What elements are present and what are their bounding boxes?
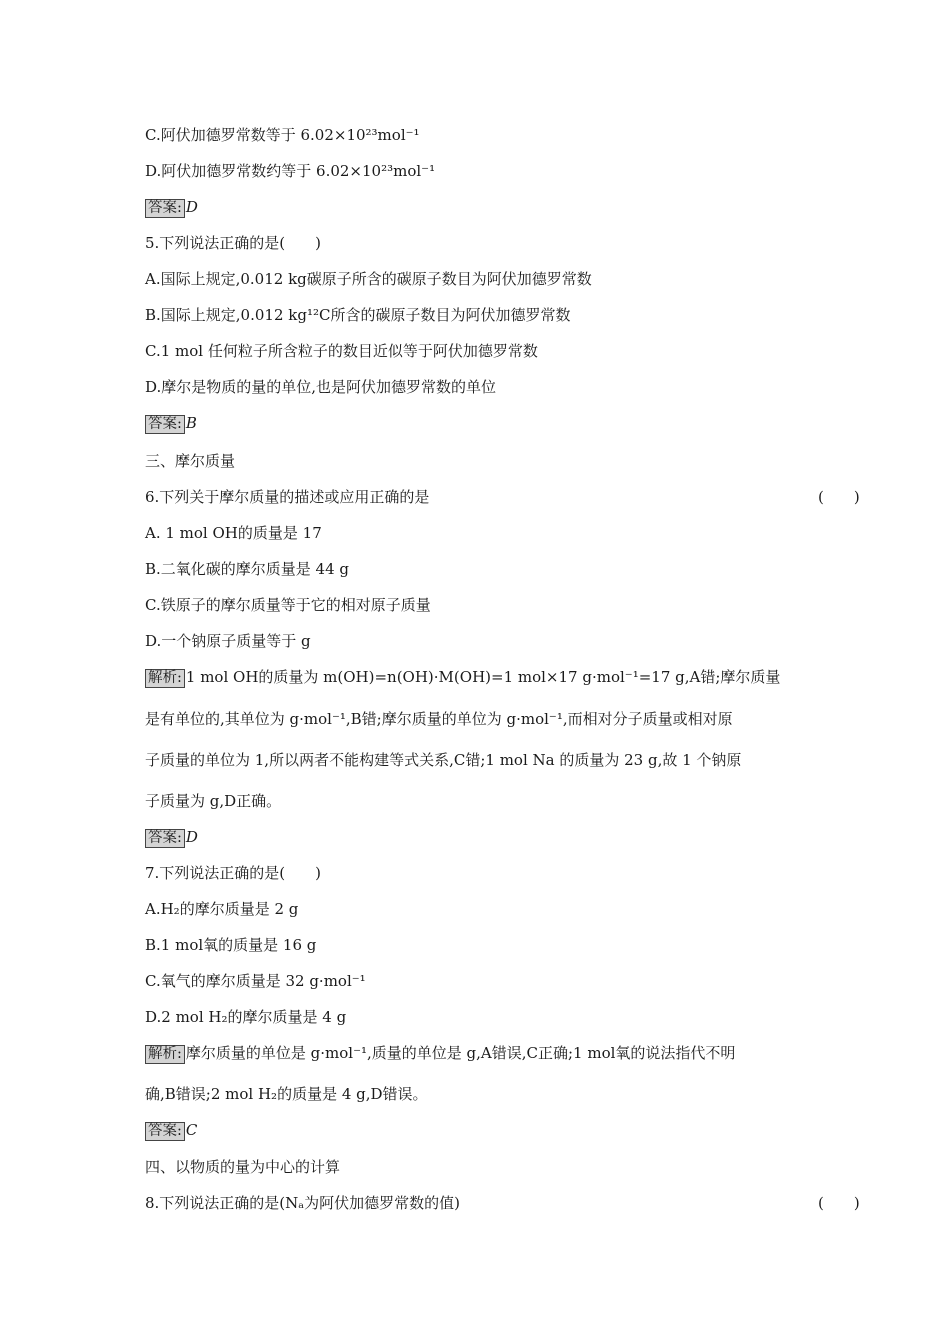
line-c-5: C.1 mol 任何粒子所含粒子的数目近似等于阿伏加德罗常数: [145, 342, 538, 360]
analysis-row-6a: [145, 667, 780, 688]
answer-value: D: [185, 198, 198, 216]
line-d-4: D.阿伏加德罗常数约等于 6.02×10²³mol⁻¹: [145, 162, 436, 180]
analysis-tag: 解析:: [145, 1045, 185, 1064]
line-b-5: B.国际上规定,0.012 kg¹²C所含的碳原子数目为阿伏加德罗常数: [145, 306, 571, 324]
line-d-5: D.摩尔是物质的量的单位,也是阿伏加德罗常数的单位: [145, 378, 497, 396]
answer-tag: 答案:: [145, 1122, 185, 1141]
answer-tag: 答案:: [145, 829, 185, 848]
section-heading-3: 三、摩尔质量: [145, 452, 236, 470]
line-b-7: B.1 mol氧的质量是 16 g: [145, 936, 317, 954]
answer-tag: 答案:: [145, 415, 185, 434]
answer-tag: 答案:: [145, 199, 185, 218]
answer-row-5: [145, 413, 197, 434]
analysis-row-7b: 确,B错误;2 mol H₂的质量是 4 g,D错误。: [145, 1085, 428, 1103]
question-8-paren: ( ): [818, 1194, 860, 1212]
question-6: 6.下列关于摩尔质量的描述或应用正确的是: [145, 488, 430, 506]
analysis-row-6c: 子质量的单位为 1,所以两者不能构建等式关系,C错;1 mol Na 的质量为 23 g,故 1 个钠原: [145, 751, 742, 769]
answer-value: D: [185, 828, 198, 846]
question-6-paren: ( ): [818, 488, 860, 506]
analysis-row-6b: 是有单位的,其单位为 g·mol⁻¹,B错;摩尔质量的单位为 g·mol⁻¹,而相对分子质量或相对原: [145, 710, 733, 728]
analysis-text: 摩尔质量的单位是 g·mol⁻¹,质量的单位是 g,A错误,C正确;1 mol氧的说法指代不明: [185, 1044, 736, 1062]
question-7: 7.下列说法正确的是( ): [145, 864, 322, 882]
line-b-6: B.二氧化碳的摩尔质量是 44 g: [145, 560, 350, 578]
line-d-7: D.2 mol H₂的摩尔质量是 4 g: [145, 1008, 347, 1026]
analysis-row-7a: [145, 1043, 735, 1064]
line-a-5: A.国际上规定,0.012 kg碳原子所含的碳原子数目为阿伏加德罗常数: [145, 270, 592, 288]
answer-value: B: [185, 414, 197, 432]
question-8: 8.下列说法正确的是(Nₐ为阿伏加德罗常数的值): [145, 1194, 460, 1212]
answer-row-4: [145, 197, 198, 218]
question-5: 5.下列说法正确的是( ): [145, 234, 322, 252]
answer-row-6: [145, 827, 198, 848]
line-d-6: D.一个钠原子质量等于 g: [145, 632, 311, 650]
analysis-text: 1 mol OH的质量为 m(OH)=n(OH)·M(OH)=1 mol×17 g·mol⁻¹=17 g,A错;摩尔质量: [185, 668, 781, 686]
line-a-6: A. 1 mol OH的质量是 17: [145, 524, 322, 542]
analysis-row-6d: 子质量为 g,D正确。: [145, 792, 282, 810]
section-heading-4: 四、以物质的量为中心的计算: [145, 1158, 341, 1176]
line-c-7: C.氧气的摩尔质量是 32 g·mol⁻¹: [145, 972, 366, 990]
line-c-6: C.铁原子的摩尔质量等于它的相对原子质量: [145, 596, 431, 614]
line-c-4: C.阿伏加德罗常数等于 6.02×10²³mol⁻¹: [145, 126, 420, 144]
analysis-tag: 解析:: [145, 669, 185, 688]
line-a-7: A.H₂的摩尔质量是 2 g: [145, 900, 299, 918]
answer-value: C: [185, 1121, 198, 1139]
answer-row-7: [145, 1120, 197, 1141]
